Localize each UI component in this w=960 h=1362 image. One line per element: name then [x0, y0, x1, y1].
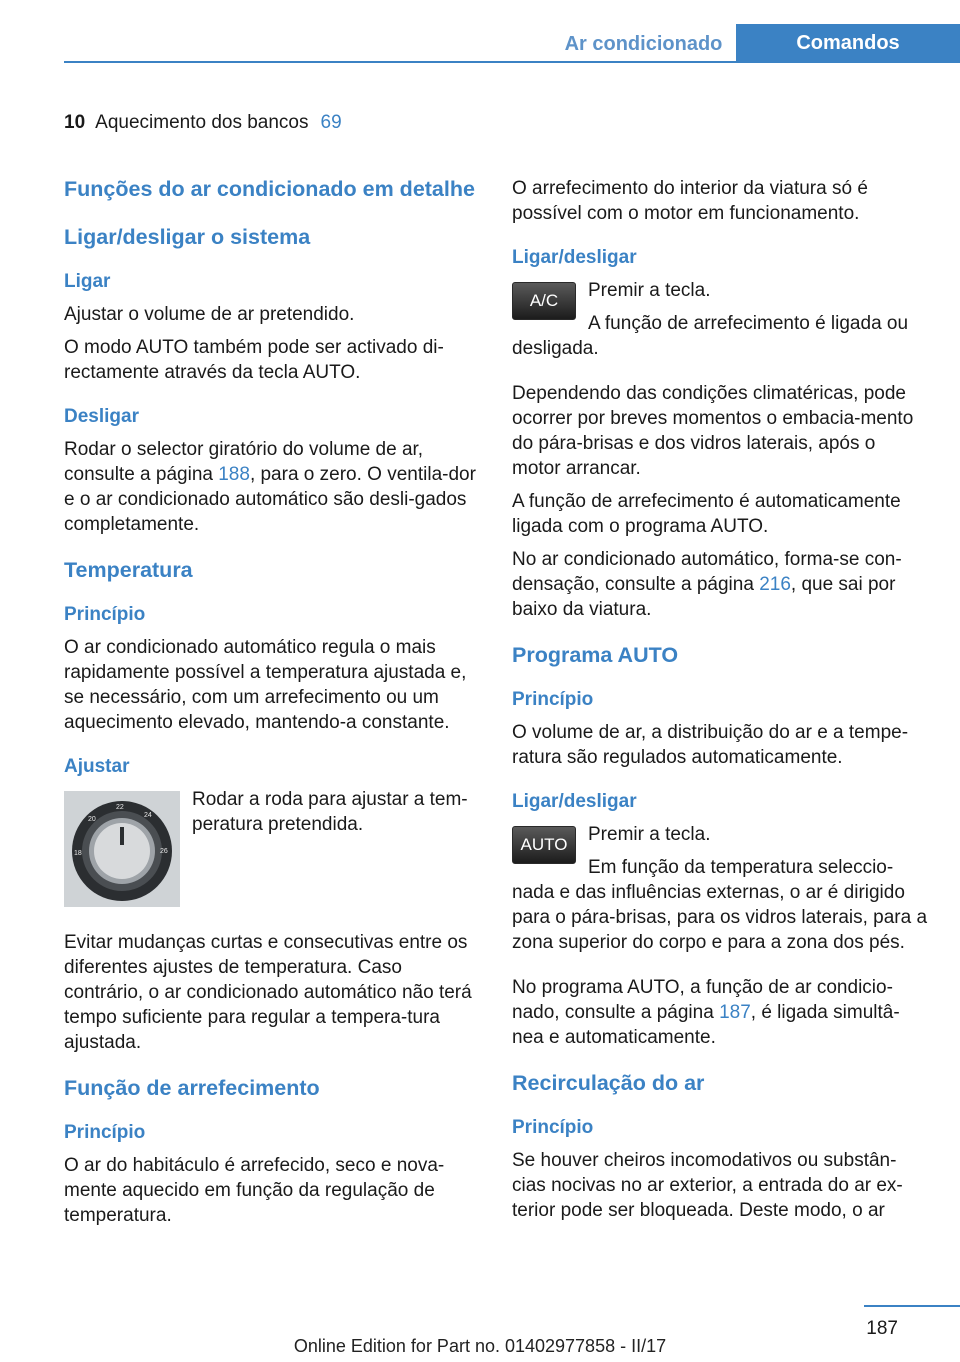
arrefecimento-paragraph: O ar do habitáculo é arrefecido, seco e nova‐mente aquecido em função da regulação de temperatura. — [64, 1155, 445, 1226]
programa-auto-ac-paragraph: No programa AUTO, a função de ar condicio‐nado, consulte a página 187, é ligada simultâ‐nea e automaticamente. — [512, 977, 900, 1048]
ac-paragraph-2: A função de arrefecimento é ligada ou desligada. — [512, 313, 909, 359]
heading-programa-auto: Programa AUTO — [512, 643, 679, 667]
auto-paragraph-2: Em função da temperatura seleccio‐nada e das influências externas, o ar é dirigido para o pára-brisas, para os vidros laterais, para a zona superior do corpo e para a zona dos pés. — [512, 857, 928, 953]
auto-paragraph-1: Premir a tecla. — [588, 824, 711, 845]
right-column — [512, 176, 928, 1231]
dependendo-paragraph: Dependendo das condições climatéricas, pode ocorrer por breves momentos o embacia‐mento do pára-brisas e dos vidros laterais, após o motor arrancar. — [512, 383, 914, 479]
dial-label-22: 22 — [116, 804, 124, 811]
toc-page-link[interactable]: 69 — [320, 112, 342, 133]
toc-number: 10 — [64, 112, 86, 133]
subheading-ligar-desligar-auto: Ligar/desligar — [512, 791, 637, 812]
programa-auto-paragraph: O volume de ar, a distribuição do ar e a tempe‐ratura são regulados automaticamente. — [512, 722, 909, 768]
subheading-desligar: Desligar — [64, 406, 139, 427]
auto-on-paragraph: A função de arrefecimento é automaticamente ligada com o programa AUTO. — [512, 491, 901, 537]
section-tab[interactable]: Ar condicionado — [564, 33, 723, 55]
temperature-dial-image — [64, 791, 180, 912]
recirculacao-paragraph: Se houver cheiros incomodativos ou substân‐cias nocivas no ar exterior, a entrada do ar ex‐terior pode ser bloqueada. Deste modo, o ar — [512, 1150, 903, 1221]
ajustar-paragraph: Rodar a roda para ajustar a tem‐peratura pretendida. — [192, 789, 468, 835]
evitar-paragraph: Evitar mudanças curtas e consecutivas entre os diferentes ajustes de temperatura. Caso contrário, o ar condicionado automático não terá tempo suficiente para regular a tempera‐tura ajustada. — [64, 932, 472, 1053]
page-link-216[interactable]: 216 — [759, 574, 791, 595]
subheading-principio-auto: Princípio — [512, 689, 594, 710]
ac-button-image: A/C — [512, 282, 576, 320]
edition-footer: Online Edition for Part no. 01402977858 - II/17 — [293, 1336, 667, 1356]
chapter-tab[interactable]: Comandos — [736, 24, 960, 62]
dial-label-26: 26 — [160, 848, 168, 855]
subheading-principio-arref: Princípio — [64, 1122, 146, 1143]
heading-system-onoff: Ligar/desligar o sistema — [64, 225, 311, 249]
subheading-principio-temp: Princípio — [64, 604, 146, 625]
left-column — [64, 176, 480, 1236]
ligar-paragraph-2: O modo AUTO também pode ser activado di‐rectamente através da tecla AUTO. — [64, 337, 444, 383]
temperatura-paragraph: O ar condicionado automático regula o mais rapidamente possível a temperatura ajustada e, se necessário, com um arrefecimento ou um aquecimento elevado, mantendo-a constante. — [64, 637, 467, 733]
desligar-paragraph: Rodar o selector giratório do volume de ar, consulte a página 188, para o zero. O ventila‐dor e o ar condicionado automático são desli‐gados completamente. — [64, 439, 476, 535]
toc-title: Aquecimento dos bancos — [95, 112, 309, 133]
page-link-187[interactable]: 187 — [719, 1002, 751, 1023]
page-number: 187 — [866, 1318, 898, 1339]
subheading-ajustar: Ajustar — [64, 756, 130, 777]
ac-paragraph-1: Premir a tecla. — [588, 280, 711, 301]
heading-recirculacao: Recirculação do ar — [512, 1071, 705, 1095]
section-heading-details: Funções do ar condicionado em detalhe — [64, 177, 475, 201]
page-link-188[interactable]: 188 — [218, 464, 250, 485]
header-rule — [64, 61, 960, 63]
ligar-paragraph-1: Ajustar o volume de ar pretendido. — [64, 304, 355, 325]
subheading-ligar-desligar-ac: Ligar/desligar — [512, 247, 637, 268]
dial-label-20: 20 — [88, 816, 96, 823]
heading-funcao-arrefecimento: Função de arrefecimento — [64, 1076, 320, 1100]
subheading-principio-recirc: Princípio — [512, 1117, 594, 1138]
arrefecimento-motor-paragraph: O arrefecimento do interior da viatura só é possível com o motor em funcionamento. — [512, 178, 868, 224]
dial-label-24: 24 — [144, 812, 152, 819]
auto-button-image: AUTO — [512, 826, 576, 864]
heading-temperatura: Temperatura — [64, 558, 193, 582]
condensacao-paragraph: No ar condicionado automático, forma-se con‐densação, consulte a página 216, que sai por baixo da viatura. — [512, 549, 902, 620]
dial-label-18: 18 — [74, 850, 82, 857]
toc-entry[interactable] — [64, 112, 342, 134]
subheading-ligar: Ligar — [64, 271, 111, 292]
footer-rule — [864, 1305, 960, 1307]
